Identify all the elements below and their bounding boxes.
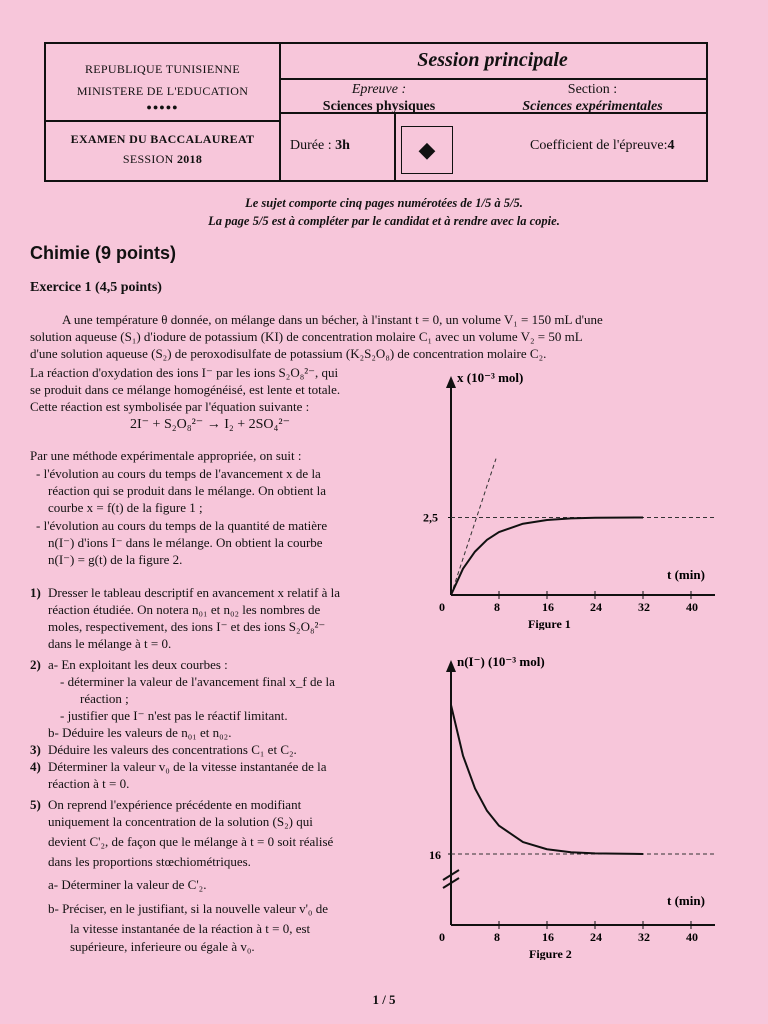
p2-line-2: se produit dans ce mélange homogénéisé, est lente et totale. bbox=[30, 382, 341, 397]
fig2-curve bbox=[451, 705, 643, 854]
epreuve-value: Sciences physiques bbox=[322, 99, 436, 114]
p1-line-3: d'une solution aqueuse (S₂) de peroxodisulfate de potassium (K₂S₂O₈) de concentration molaire C₂. bbox=[30, 346, 547, 361]
q2-a1b: réaction ; bbox=[80, 691, 129, 706]
duree-label: Durée : bbox=[290, 138, 332, 153]
fig1-y-arrow bbox=[446, 376, 456, 388]
session-label: SESSION bbox=[122, 152, 174, 166]
coefficient bbox=[530, 138, 675, 154]
session-line bbox=[46, 152, 279, 167]
q2-b: b- Déduire les valeurs de n₀₁ et n₀₂. bbox=[48, 725, 232, 740]
q5-line-1: On reprend l'expérience précédente en modifiant bbox=[48, 797, 302, 812]
fig1-x-tick-label: 32 bbox=[638, 600, 650, 614]
fig1-x-tick-label: 40 bbox=[686, 600, 698, 614]
fig1-x-label: t (min) bbox=[667, 567, 705, 582]
q4-line-2: réaction à t = 0. bbox=[48, 776, 130, 791]
fig1-tangent bbox=[451, 459, 496, 595]
fig1-y-label: x (10⁻³ mol) bbox=[457, 370, 524, 385]
p3-line-4: courbe x = f(t) de la figure 1 ; bbox=[48, 500, 203, 515]
fig1-curve bbox=[451, 518, 643, 596]
coef-label: Coefficient de l'épreuve: bbox=[530, 138, 668, 153]
section-value: Sciences expérimentales bbox=[522, 99, 663, 114]
fig2-x-tick-label: 16 bbox=[542, 930, 554, 944]
diamond-icon: ◆ bbox=[418, 137, 436, 162]
q4-line-1: Déterminer la valeur v₀ de la vitesse instantanée de la bbox=[48, 759, 327, 774]
p3-line-2: - l'évolution au cours du temps de l'avancement x de la bbox=[36, 466, 321, 481]
section-title: Chimie (9 points) bbox=[30, 243, 177, 263]
coef-value: 4 bbox=[667, 138, 675, 153]
fig1-y-tick-label: 2,5 bbox=[423, 510, 438, 525]
q5-b-line-2: la vitesse instantanée de la réaction à t = 0, est bbox=[70, 921, 311, 936]
fig2-x-tick-label: 0 bbox=[439, 930, 445, 944]
p2-line-3: Cette réaction est symbolisée par l'équation suivante : bbox=[30, 399, 310, 414]
p3-line-5: - l'évolution au cours du temps de la quantité de matière bbox=[36, 518, 328, 533]
q3-number: 3) bbox=[30, 742, 41, 757]
duree bbox=[290, 138, 350, 154]
figure-2-chart bbox=[415, 650, 715, 960]
fig2-y-arrow bbox=[446, 660, 456, 672]
q2-a: a- En exploitant les deux courbes : bbox=[48, 657, 228, 672]
q1-line-3: moles, respectivement, des ions I⁻ et des ions S₂O₈²⁻ bbox=[48, 619, 326, 634]
q5-line-2: uniquement la concentration de la solution (S₂) qui bbox=[48, 814, 313, 829]
page-number: 1 / 5 bbox=[372, 992, 396, 1007]
session-type: Session principale bbox=[417, 49, 568, 71]
q1-line-1: Dresser le tableau descriptif en avancement x relatif à la bbox=[48, 585, 340, 600]
exercise-title: Exercice 1 (4,5 points) bbox=[30, 280, 162, 295]
q1-number: 1) bbox=[30, 585, 41, 600]
q2-a1: - déterminer la valeur de l'avancement final x_f de la bbox=[60, 674, 335, 689]
country-name: REPUBLIQUE TUNISIENNE bbox=[84, 62, 241, 76]
notice-line-2: La page 5/5 est à compléter par le candidat et à rendre avec la copie. bbox=[208, 214, 560, 228]
p3-line-7: n(I⁻) = g(t) de la figure 2. bbox=[48, 552, 183, 567]
notice-line-1: Le sujet comporte cinq pages numérotées de 1/5 à 5/5. bbox=[245, 196, 523, 210]
fig2-x-tick-label: 40 bbox=[686, 930, 698, 944]
fig2-y-tick-label: 16 bbox=[429, 848, 441, 862]
dots: ●●●●● bbox=[146, 102, 179, 112]
fig1-x-tick-label: 8 bbox=[494, 600, 500, 614]
diamond-box bbox=[401, 126, 453, 174]
fig1-caption: Figure 1 bbox=[528, 617, 571, 630]
fig2-y-label: n(I⁻) (10⁻³ mol) bbox=[457, 654, 545, 669]
duree-value: 3h bbox=[335, 138, 350, 153]
p1-line-1: A une température θ donnée, on mélange dans un bécher, à l'instant t = 0, un volume V₁ = 150 mL d'une bbox=[62, 312, 603, 327]
q1-line-4: dans le mélange à t = 0. bbox=[48, 636, 172, 651]
q5-a: a- Déterminer la valeur de C'₂. bbox=[48, 877, 207, 892]
figure-1-chart bbox=[415, 360, 715, 630]
q5-line-3: devient C'₂, de façon que le mélange à t = 0 soit réalisé bbox=[48, 834, 334, 849]
fig2-x-tick-label: 24 bbox=[590, 930, 602, 944]
p3-line-6: n(I⁻) d'ions I⁻ dans le mélange. On obtient la courbe bbox=[48, 535, 323, 550]
section-label: Section : bbox=[567, 82, 618, 97]
q4-number: 4) bbox=[30, 759, 41, 774]
fig2-x-label: t (min) bbox=[667, 893, 705, 908]
exam-title: EXAMEN DU BACCALAUREAT bbox=[70, 132, 255, 146]
fig2-x-tick-label: 32 bbox=[638, 930, 650, 944]
q2-a2: - justifier que I⁻ n'est pas le réactif limitant. bbox=[60, 708, 288, 723]
equation: 2I⁻ + S₂O₈²⁻ → I₂ + 2SO₄²⁻ bbox=[130, 417, 290, 432]
q5-line-4: dans les proportions stœchiométriques. bbox=[48, 854, 251, 869]
q5-b-line-1: b- Préciser, en le justifiant, si la nouvelle valeur v'₀ de bbox=[48, 901, 328, 916]
p3-line-3: réaction qui se produit dans le mélange. On obtient la bbox=[48, 483, 326, 498]
fig2-x-tick-label: 8 bbox=[494, 930, 500, 944]
fig1-x-tick-label: 16 bbox=[542, 600, 554, 614]
q5-b-line-3: supérieure, inferieure ou égale à v₀. bbox=[70, 939, 255, 954]
p3-line-1: Par une méthode expérimentale appropriée, on suit : bbox=[30, 448, 302, 463]
q2-number: 2) bbox=[30, 657, 41, 672]
fig1-x-tick-label: 24 bbox=[590, 600, 602, 614]
q1-line-2: réaction étudiée. On notera n₀₁ et n₀₂ les nombres de bbox=[48, 602, 321, 617]
p2-line-1: La réaction d'oxydation des ions I⁻ par les ions S₂O₈²⁻, qui bbox=[30, 365, 339, 380]
p1-line-2: solution aqueuse (S₁) d'iodure de potassium (KI) de concentration molaire C₁ avec un volume V₂ = 50 mL bbox=[30, 329, 583, 344]
header-box bbox=[44, 42, 708, 182]
ministry-name: MINISTERE DE L'EDUCATION bbox=[76, 84, 249, 98]
fig1-x-tick-label: 0 bbox=[439, 600, 445, 614]
q5-number: 5) bbox=[30, 797, 41, 812]
session-year: 2018 bbox=[176, 152, 203, 166]
q3-text: Déduire les valeurs des concentrations C₁ et C₂. bbox=[48, 742, 297, 757]
fig2-caption: Figure 2 bbox=[529, 947, 572, 960]
epreuve-label: Epreuve : bbox=[351, 82, 407, 97]
